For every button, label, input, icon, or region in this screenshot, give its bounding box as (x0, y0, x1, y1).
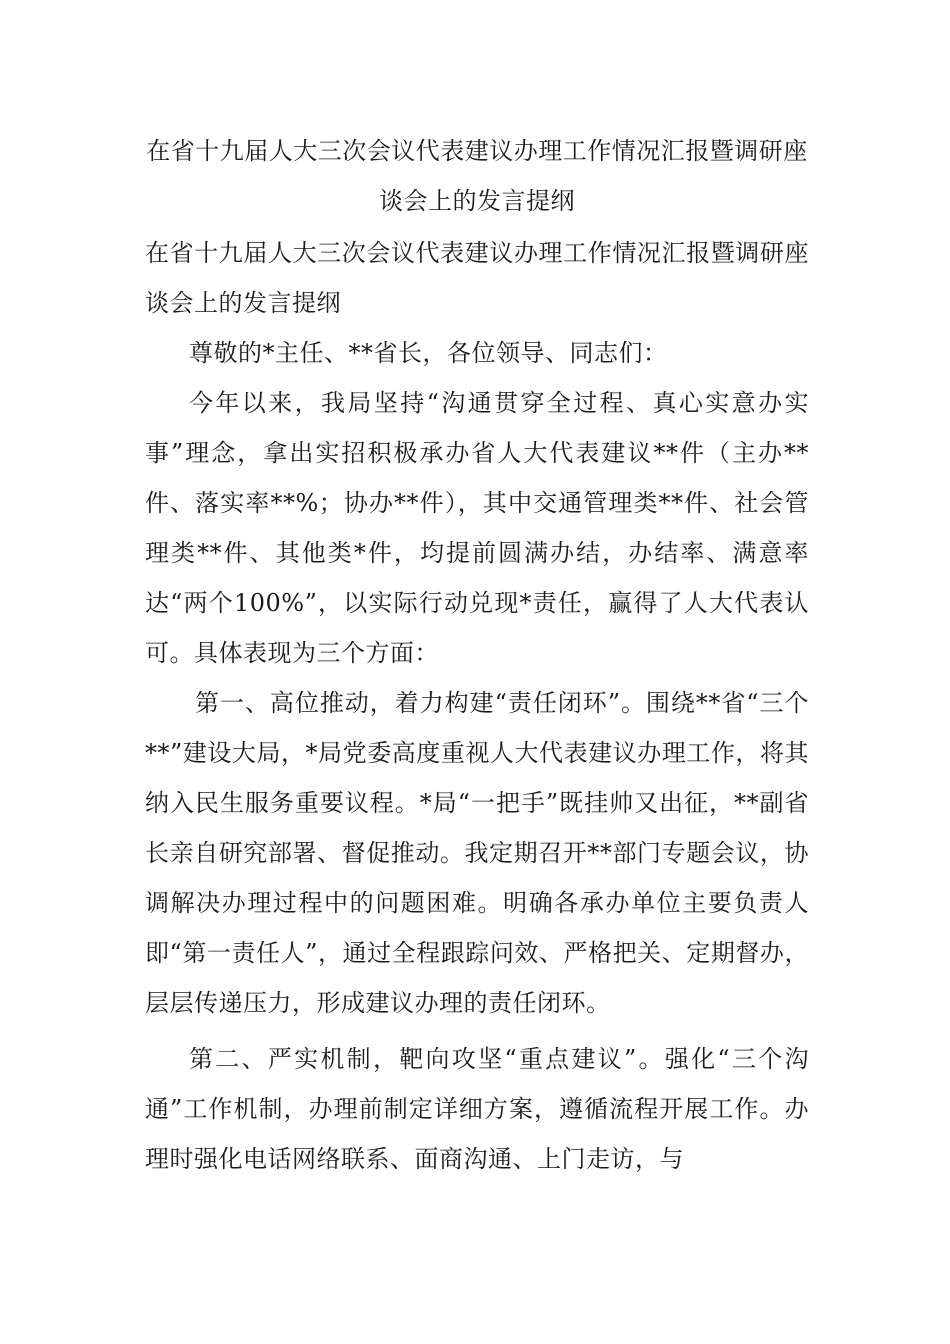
document-title: 在省十九届人大三次会议代表建议办理工作情况汇报暨调研座谈会上的发言提纲 (146, 137, 808, 215)
paragraph-second-point: 第二、严实机制，靶向攻坚“重点建议”。强化“三个沟通”工作机制，办理前制定详细方案，遵循流程开展工作。办理时强化电话网络联系、面商沟通、上门走访，与 (145, 1045, 809, 1173)
document-body (145, 126, 809, 1184)
paragraph-first-point: 第一、高位推动，着力构建“责任闭环”。围绕**省“三个**”建设大局，*局党委高度重视人大代表建议办理工作，将其纳入民生服务重要议程。*局“一把手”既挂帅又出征，**副省长亲自研究部署、督促推动。我定期召开**部门专题会议，协调解决办理过程中的问题困难。明确各承办单位主要负责人即“第一责任人”，通过全程跟踪问效、严格把关、定期督办，层层传递压力，形成建议办理的责任闭环。 (145, 689, 809, 1017)
document-subtitle: 在省十九届人大三次会议代表建议办理工作情况汇报暨调研座谈会上的发言提纲 (145, 239, 809, 317)
paragraph-intro: 今年以来，我局坚持“沟通贯穿全过程、真心实意办实事”理念，拿出实招积极承办省人大代表建议**件（主办**件、落实率**%；协办**件），其中交通管理类**件、社会管理类**件、其他类*件，均提前圆满办结，办结率、满意率达“两个100%”，以实际行动兑现*责任，赢得了人大代表认可。具体表现为三个方面： (145, 389, 809, 667)
salutation: 尊敬的*主任、**省长，各位领导、同志们： (189, 339, 668, 367)
